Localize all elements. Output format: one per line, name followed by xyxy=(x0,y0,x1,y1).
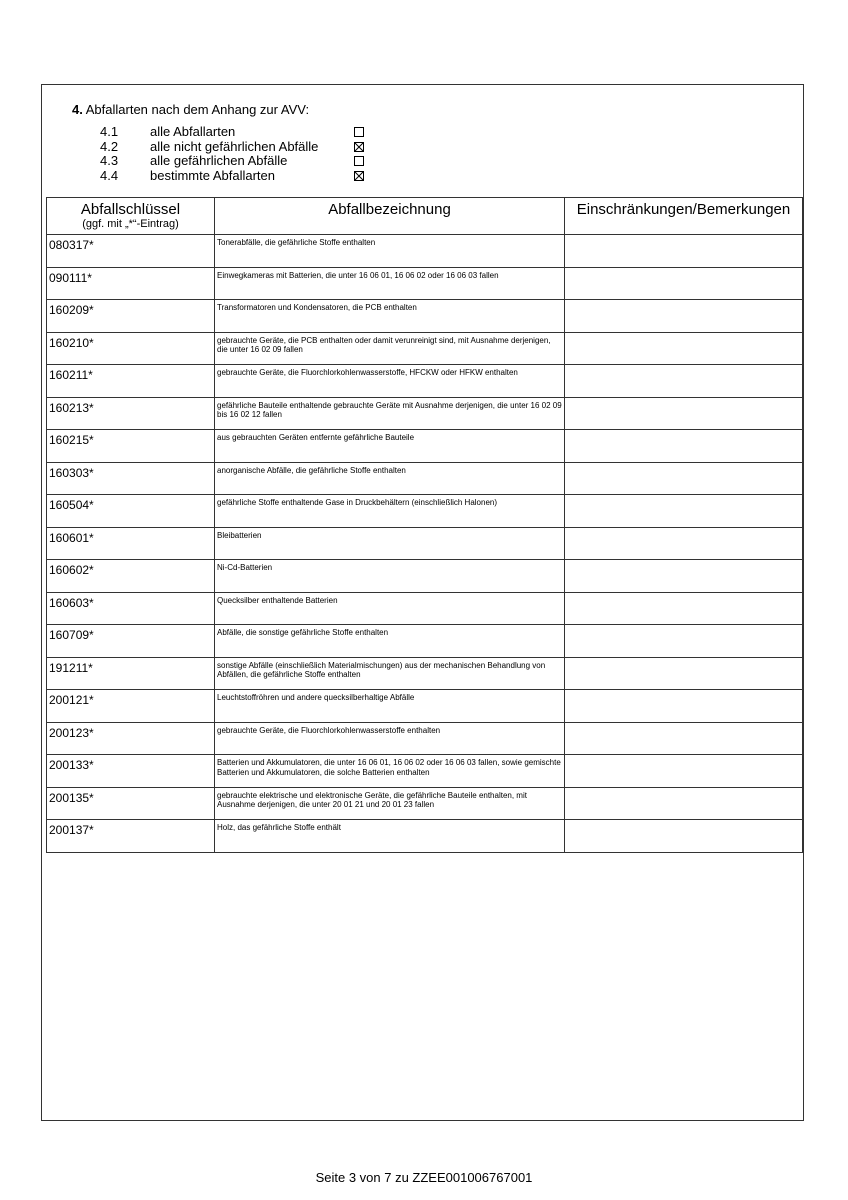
waste-table xyxy=(46,197,803,853)
remarks-cell[interactable] xyxy=(565,592,803,625)
waste-code-cell: 160211* xyxy=(47,365,215,398)
section-heading xyxy=(72,102,309,117)
option-label: alle gefährlichen Abfälle xyxy=(150,153,288,169)
waste-description-cell: gebrauchte Geräte, die Fluorchlorkohlenwasserstoffe, HFCKW oder HFKW enthalten xyxy=(215,365,565,398)
waste-code-cell: 160602* xyxy=(47,560,215,593)
waste-description-cell: Leuchtstoffröhren und andere quecksilberhaltige Abfälle xyxy=(215,690,565,723)
table-row xyxy=(47,625,803,658)
remarks-cell[interactable] xyxy=(565,397,803,430)
remarks-cell[interactable] xyxy=(565,235,803,268)
waste-description-cell: Quecksilber enthaltende Batterien xyxy=(215,592,565,625)
page-footer: Seite 3 von 7 zu ZZEE001006767001 xyxy=(315,1170,533,1185)
header-remarks-label: Einschränkungen/Bemerkungen xyxy=(576,201,791,218)
table-row xyxy=(47,722,803,755)
checkbox-icon[interactable] xyxy=(354,171,364,181)
waste-code-cell: 200135* xyxy=(47,787,215,820)
header-waste-code-label: Abfallschlüssel xyxy=(80,201,181,218)
waste-description-cell: Batterien und Akkumulatoren, die unter 16 06 01, 16 06 02 oder 16 06 03 fallen, sowie gemischte Batterien und Akkumulatoren, die solche Batterien enthalten xyxy=(215,755,565,788)
waste-code-cell: 160601* xyxy=(47,527,215,560)
waste-description-cell: Bleibatterien xyxy=(215,527,565,560)
option-number: 4.4 xyxy=(100,167,119,183)
remarks-cell[interactable] xyxy=(565,430,803,463)
option-row xyxy=(100,140,364,155)
remarks-cell[interactable] xyxy=(565,267,803,300)
table-header-row xyxy=(47,198,803,235)
waste-code-cell: 200123* xyxy=(47,722,215,755)
option-row xyxy=(100,169,364,184)
table-row xyxy=(47,462,803,495)
waste-description-cell: Einwegkameras mit Batterien, die unter 16 06 01, 16 06 02 oder 16 06 03 fallen xyxy=(215,267,565,300)
table-row xyxy=(47,755,803,788)
waste-code-cell: 160504* xyxy=(47,495,215,528)
waste-code-cell: 080317* xyxy=(47,235,215,268)
option-label: alle nicht gefährlichen Abfälle xyxy=(150,138,319,154)
remarks-cell[interactable] xyxy=(565,495,803,528)
waste-description-cell: sonstige Abfälle (einschließlich Materialmischungen) aus der mechanischen Behandlung von Abfällen, die gefährliche Stoffe enthalten xyxy=(215,657,565,690)
section-title: Abfallarten nach dem Anhang zur AVV: xyxy=(85,102,310,117)
checkbox-icon[interactable] xyxy=(354,156,364,166)
waste-description-cell: gebrauchte Geräte, die PCB enthalten oder damit verunreinigt sind, mit Ausnahme derjenigen, die unter 16 02 09 fallen xyxy=(215,332,565,365)
table-row xyxy=(47,235,803,268)
remarks-cell[interactable] xyxy=(565,527,803,560)
form-frame xyxy=(41,84,804,1121)
remarks-cell[interactable] xyxy=(565,625,803,658)
waste-description-cell: aus gebrauchten Geräten entfernte gefährliche Bauteile xyxy=(215,430,565,463)
waste-code-cell: 160215* xyxy=(47,430,215,463)
remarks-cell[interactable] xyxy=(565,722,803,755)
header-waste-code-sublabel: (ggf. mit „*“-Eintrag) xyxy=(82,218,179,230)
option-label: bestimmte Abfallarten xyxy=(150,167,276,183)
header-remarks xyxy=(565,198,803,235)
table-row xyxy=(47,820,803,853)
remarks-cell[interactable] xyxy=(565,365,803,398)
table-row xyxy=(47,592,803,625)
waste-code-cell: 200137* xyxy=(47,820,215,853)
remarks-cell[interactable] xyxy=(565,690,803,723)
waste-description-cell: Holz, das gefährliche Stoffe enthält xyxy=(215,820,565,853)
remarks-cell[interactable] xyxy=(565,787,803,820)
table-row xyxy=(47,397,803,430)
table-row xyxy=(47,560,803,593)
section-number: 4. xyxy=(72,102,83,117)
table-row xyxy=(47,527,803,560)
waste-description-cell: Tonerabfälle, die gefährliche Stoffe enthalten xyxy=(215,235,565,268)
waste-code-cell: 160210* xyxy=(47,332,215,365)
waste-code-cell: 160303* xyxy=(47,462,215,495)
table-row xyxy=(47,267,803,300)
remarks-cell[interactable] xyxy=(565,657,803,690)
waste-code-cell: 160603* xyxy=(47,592,215,625)
table-row xyxy=(47,787,803,820)
header-waste-code xyxy=(47,198,215,235)
remarks-cell[interactable] xyxy=(565,820,803,853)
waste-description-cell: gebrauchte elektrische und elektronische Geräte, die gefährliche Bauteile enthalten, mit Ausnahme derjenigen, die unter 20 01 21 und 20 01 23 fallen xyxy=(215,787,565,820)
table-row xyxy=(47,495,803,528)
option-number: 4.2 xyxy=(100,138,119,154)
waste-description-cell: gefährliche Stoffe enthaltende Gase in Druckbehältern (einschließlich Halonen) xyxy=(215,495,565,528)
remarks-cell[interactable] xyxy=(565,300,803,333)
table-row xyxy=(47,300,803,333)
waste-code-cell: 160213* xyxy=(47,397,215,430)
waste-description-cell: Ni-Cd-Batterien xyxy=(215,560,565,593)
header-waste-description-label: Abfallbezeichnung xyxy=(328,201,451,218)
options-list xyxy=(100,125,364,183)
option-number: 4.3 xyxy=(100,153,119,169)
waste-description-cell: Transformatoren und Kondensatoren, die PCB enthalten xyxy=(215,300,565,333)
table-row xyxy=(47,430,803,463)
waste-description-cell: gebrauchte Geräte, die Fluorchlorkohlenwasserstoffe enthalten xyxy=(215,722,565,755)
table-body xyxy=(47,235,803,853)
checkbox-icon[interactable] xyxy=(354,142,364,152)
table-row xyxy=(47,332,803,365)
remarks-cell[interactable] xyxy=(565,755,803,788)
table-row xyxy=(47,690,803,723)
waste-description-cell: anorganische Abfälle, die gefährliche Stoffe enthalten xyxy=(215,462,565,495)
remarks-cell[interactable] xyxy=(565,560,803,593)
waste-description-cell: Abfälle, die sonstige gefährliche Stoffe enthalten xyxy=(215,625,565,658)
option-label: alle Abfallarten xyxy=(150,124,236,139)
waste-code-cell: 160709* xyxy=(47,625,215,658)
waste-code-cell: 160209* xyxy=(47,300,215,333)
table-row xyxy=(47,365,803,398)
waste-code-cell: 200133* xyxy=(47,755,215,788)
header-waste-description xyxy=(215,198,565,235)
table-row xyxy=(47,657,803,690)
option-number: 4.1 xyxy=(100,124,119,139)
remarks-cell[interactable] xyxy=(565,462,803,495)
waste-description-cell: gefährliche Bauteile enthaltende gebrauchte Geräte mit Ausnahme derjenigen, die unter 16 02 09 bis 16 02 12 fallen xyxy=(215,397,565,430)
waste-code-cell: 200121* xyxy=(47,690,215,723)
checkbox-icon[interactable] xyxy=(354,127,364,137)
option-row xyxy=(100,154,364,169)
remarks-cell[interactable] xyxy=(565,332,803,365)
waste-code-cell: 191211* xyxy=(47,657,215,690)
option-row xyxy=(100,125,364,140)
waste-code-cell: 090111* xyxy=(47,267,215,300)
